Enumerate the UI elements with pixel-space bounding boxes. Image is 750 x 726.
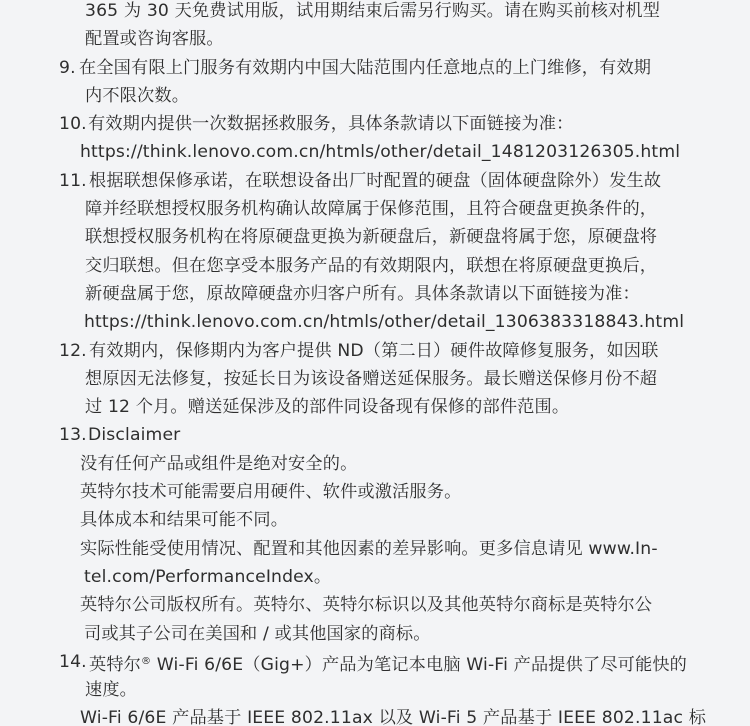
disclaimer-paragraph-3: 具体成本和结果可能不同。 <box>80 510 289 531</box>
item-11-line-3: 联想授权服务机构在将原硬盘更换为新硬盘后，新硬盘将属于您，原硬盘将 <box>85 227 658 248</box>
list-item-12 <box>0 337 750 422</box>
item-10-line-1: 有效期内提供一次数据拯救服务，具体条款请以下面链接为准： <box>88 114 574 135</box>
item-12-line-3: 过 12 个月。赠送延保涉及的部件同设备现有保修的部件范围。 <box>85 397 570 418</box>
item-8-line-1: 365 为 30 天免费试用版，试用期结束后需另行购买。请在购买前核对机型 <box>85 1 661 21</box>
item-11-line-5: 新硬盘属于您，原故障硬盘亦归客户所有。具体条款请以下面链接为准： <box>85 283 640 304</box>
list-item-14 <box>0 648 750 726</box>
item-9-line-2: 内不限次数。 <box>85 85 190 106</box>
item-14-line-3: Wi-Fi 6/6E 产品基于 IEEE 802.11ax 以及 Wi-Fi 5 产品基于 IEEE 802.11ac 标 <box>80 708 707 726</box>
item-8-line-2: 配置或咨询客服。 <box>85 29 224 50</box>
list-item-8 <box>0 0 750 54</box>
item-12-number: 12. <box>59 340 87 361</box>
item-13-title: Disclaimer <box>88 425 181 446</box>
item-14-line-2: 速度。 <box>85 680 138 701</box>
registered-mark: ® <box>141 655 152 667</box>
disclaimer-paragraph-4-line-1: 实际性能受使用情况、配置和其他因素的差异影响。更多信息请见 www.In- <box>80 538 658 559</box>
item-9-line-1: 在全国有限上门服务有效期内中国大陆范围内任意地点的上门维修，有效期 <box>79 57 652 78</box>
disclaimer-paragraph-5-line-2: 司或其子公司在美国和 / 或其他国家的商标。 <box>84 623 431 644</box>
item-14-line-1-rest: Wi-Fi 6/6E（Gig+）产品为笔记本电脑 Wi-Fi 产品提供了尽可能快的 <box>151 654 688 675</box>
item-14-brand: 英特尔 <box>89 654 142 675</box>
list-item-10 <box>0 110 750 167</box>
item-14-number: 14. <box>59 651 87 672</box>
disclaimer-paragraph-2: 英特尔技术可能需要启用硬件、软件或激活服务。 <box>80 482 462 503</box>
item-12-line-2: 想原因无法修复，按延长日为该设备赠送延保服务。最长赠送保修月份不超 <box>85 368 658 389</box>
item-11-link[interactable]: https://think.lenovo.com.cn/htmls/other/detail_1306383318843.html <box>84 312 685 333</box>
disclaimer-paragraph-4-line-2: tel.com/PerformanceIndex。 <box>84 566 332 587</box>
list-item-11 <box>0 167 750 337</box>
item-11-line-2: 障并经联想授权服务机构确认故障属于保修范围，且符合硬盘更换条件的， <box>85 199 658 220</box>
item-11-number: 11. <box>59 170 87 191</box>
item-11-line-4: 交归联想。但在您享受本服务产品的有效期限内，联想在将原硬盘更换后， <box>85 255 658 276</box>
item-10-number: 10. <box>59 114 87 135</box>
disclaimer-paragraph-1: 没有任何产品或组件是绝对安全的。 <box>80 453 358 474</box>
item-12-line-1: 有效期内，保修期内为客户提供 ND（第二日）硬件故障修复服务，如因联 <box>89 340 659 361</box>
item-9-number: 9. <box>59 57 76 78</box>
item-14-line-1 <box>0 648 750 676</box>
disclaimer-paragraph-5-line-1: 英特尔公司版权所有。英特尔、英特尔标识以及其他英特尔商标是英特尔公 <box>80 595 653 616</box>
list-item-9 <box>0 54 750 111</box>
list-item-13 <box>0 421 750 647</box>
item-10-link[interactable]: https://think.lenovo.com.cn/htmls/other/detail_1481203126305.html <box>80 142 681 163</box>
item-11-line-1: 根据联想保修承诺，在联想设备出厂时配置的硬盘（固体硬盘除外）发生故 <box>89 170 662 191</box>
item-13-number: 13. <box>59 425 87 446</box>
